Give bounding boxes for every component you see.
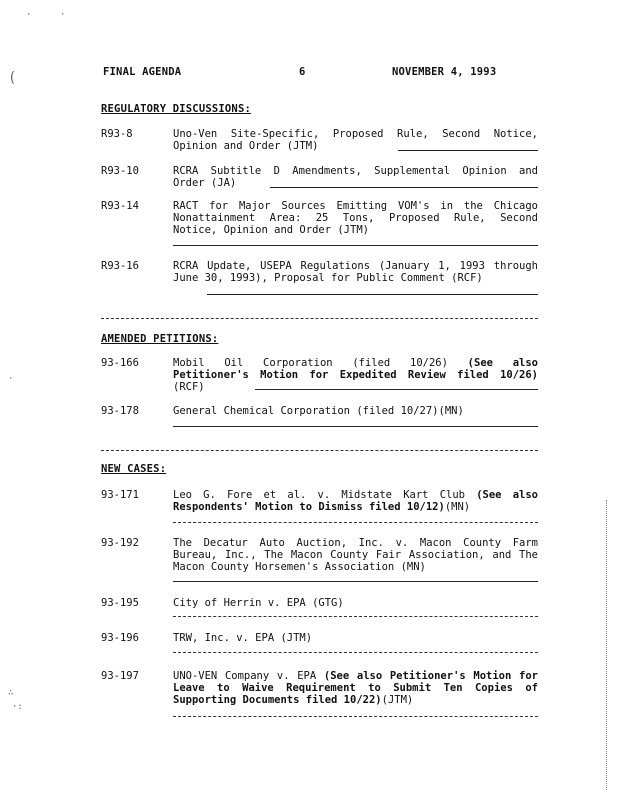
signature-line [173, 581, 538, 582]
header-left: FINAL AGENDA [103, 66, 182, 78]
signature-line [398, 150, 538, 151]
item-description: Uno-Ven Site-Specific, Proposed Rule, Second Notice, Opinion and Order (JTM) [173, 128, 538, 153]
agenda-item [101, 597, 538, 613]
signature-line [173, 616, 538, 617]
agenda-item [101, 670, 538, 710]
scan-mark: ·: [12, 702, 23, 712]
item-description: General Chemical Corporation (filed 10/27)(MN) [173, 405, 464, 417]
scan-edge-line [606, 500, 607, 790]
section-regulatory-discussions: REGULATORY DISCUSSIONS: [101, 103, 251, 115]
signature-line [270, 187, 538, 188]
signature-line [173, 245, 538, 246]
item-note: (See also Petitioner's Motion for Expedited Review filed 10/26) [173, 357, 538, 382]
item-description: RACT for Major Sources Emitting VOM's in the Chicago Nonattainment Area: 25 Tons, Proposed Rule, Second Notice, Opinion and Order (JTM) [173, 200, 538, 237]
signature-line [173, 426, 538, 427]
header-page-number: 6 [299, 66, 306, 78]
section-divider [101, 450, 538, 451]
item-assignee: (MN) [444, 501, 471, 514]
item-note: (See also Petitioner's Motion for Leave to Waive Requirement to Submit Ten Copies of Supporting Documents filed 10/22) [173, 670, 538, 707]
item-assignee: (RCF) [173, 381, 205, 394]
scan-mark: ∴ [8, 688, 14, 698]
agenda-item [101, 537, 538, 577]
scan-mark: · [26, 10, 32, 20]
signature-line [207, 294, 538, 295]
item-number: R93-10 [101, 165, 139, 177]
item-number: 93-192 [101, 537, 139, 549]
item-description: RCRA Update, USEPA Regulations (January 1, 1993 through June 30, 1993), Proposal for Public Comment (RCF) [173, 260, 538, 285]
item-text: UNO-VEN Company v. EPA [173, 670, 324, 682]
agenda-item [101, 632, 538, 648]
item-text: Mobil Oil Corporation (filed 10/26) [173, 357, 448, 369]
item-number: R93-14 [101, 200, 139, 212]
scan-mark: · [8, 374, 14, 384]
section-amended-petitions: AMENDED PETITIONS: [101, 333, 219, 345]
signature-line [173, 522, 538, 523]
item-description: TRW, Inc. v. EPA (JTM) [173, 632, 313, 644]
item-number: 93-197 [101, 670, 139, 682]
item-number: 93-178 [101, 405, 139, 417]
signature-line [173, 652, 538, 653]
header-date: NOVEMBER 4, 1993 [392, 66, 497, 78]
scan-mark: ( [8, 70, 17, 86]
item-number: 93-195 [101, 597, 139, 609]
item-number: R93-16 [101, 260, 139, 272]
item-text: Leo G. Fore et al. v. Midstate Kart Club [173, 489, 477, 501]
item-number: 93-166 [101, 357, 139, 369]
item-number: 93-196 [101, 632, 139, 644]
agenda-item [101, 405, 538, 421]
item-description [173, 489, 538, 513]
section-divider [101, 318, 538, 319]
signature-line [173, 716, 538, 717]
section-new-cases: NEW CASES: [101, 463, 167, 475]
agenda-item [101, 489, 538, 515]
item-description: The Decatur Auto Auction, Inc. v. Macon County Farm Bureau, Inc., The Macon County Fair Association, and The Macon County Horsemen's Association (MN) [173, 537, 538, 574]
agenda-item [101, 200, 538, 240]
item-number: R93-8 [101, 128, 133, 140]
signature-line [255, 389, 538, 390]
item-description [173, 670, 538, 707]
item-description: City of Herrin v. EPA (GTG) [173, 597, 344, 609]
item-assignee: (JTM) [381, 694, 414, 707]
item-note: (See also Respondents' Motion to Dismiss filed 10/12) [173, 489, 538, 514]
scan-mark: · [60, 10, 66, 20]
item-number: 93-171 [101, 489, 139, 501]
item-description: RCRA Subtitle D Amendments, Supplemental Opinion and Order (JA) [173, 165, 538, 190]
agenda-item [101, 357, 538, 397]
